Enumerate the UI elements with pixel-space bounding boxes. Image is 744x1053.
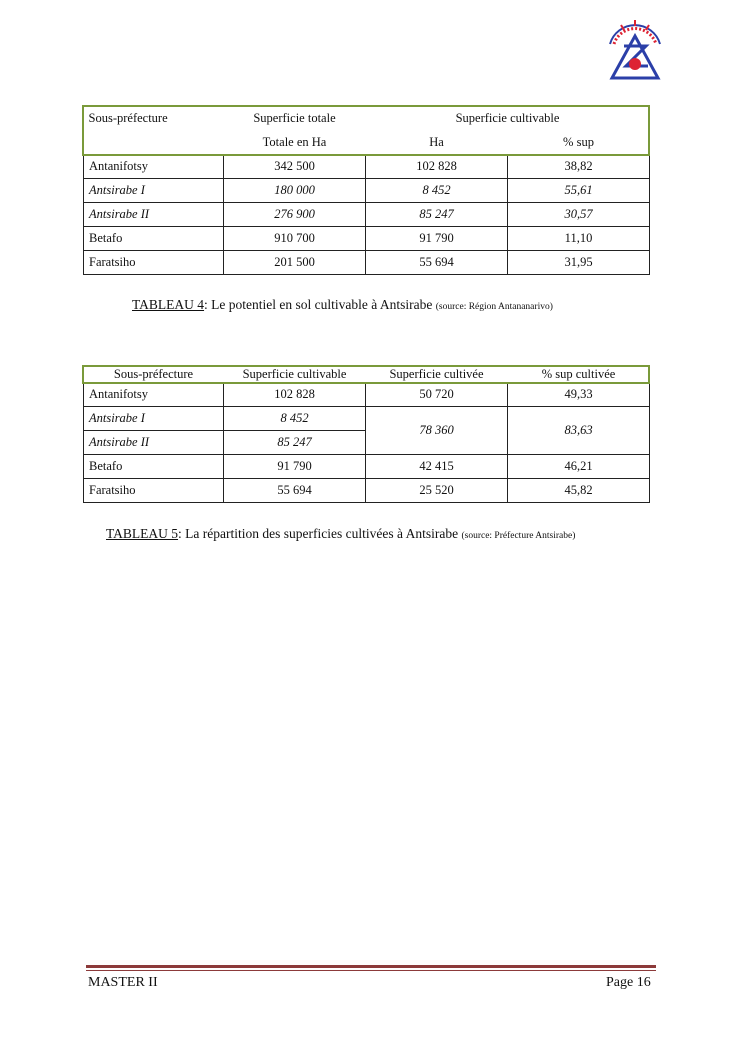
cell-cultivable: 91 790	[224, 455, 366, 479]
footer-left: MASTER II	[88, 975, 158, 990]
cell-pct: 45,82	[508, 479, 650, 503]
header-superficie-totale: Superficie totale	[253, 110, 336, 125]
cell-pct-merged: 83,63	[508, 407, 650, 455]
table-row	[84, 227, 650, 251]
cell-pct: 31,95	[508, 251, 650, 275]
cell-cultivee: 50 720	[366, 383, 508, 407]
cell-name: Antsirabe II	[84, 431, 224, 455]
header-superficie-cultivee: Superficie cultivée	[389, 366, 484, 381]
cell-name: Faratsiho	[84, 251, 224, 275]
caption-source: (source: Préfecture Antsirabe)	[461, 531, 576, 541]
header-totale-ha: Totale en Ha	[262, 134, 327, 149]
caption-label: TABLEAU 4	[132, 297, 205, 312]
cell-pct: 49,33	[508, 383, 650, 407]
header-pct-sup-cultivee: % sup cultivée	[541, 366, 616, 381]
footer-page-number: Page 16	[606, 975, 651, 990]
cell-name: Antanifotsy	[84, 155, 224, 179]
table-row	[84, 383, 650, 407]
cell-pct: 11,10	[508, 227, 650, 251]
cell-pct: 30,57	[508, 203, 650, 227]
cell-cultivable: 102 828	[224, 383, 366, 407]
cell-pct: 46,21	[508, 455, 650, 479]
footer-rule-thin	[86, 970, 656, 971]
table-header-row	[84, 366, 650, 383]
table-row	[84, 155, 650, 179]
table-row	[84, 479, 650, 503]
cell-name: Antsirabe I	[84, 179, 224, 203]
cell-pct: 38,82	[508, 155, 650, 179]
cell-name: Faratsiho	[84, 479, 224, 503]
cell-total: 276 900	[224, 203, 366, 227]
caption-tableau-5	[106, 526, 575, 542]
cell-total: 910 700	[224, 227, 366, 251]
table-row	[84, 251, 650, 275]
cell-ha: 85 247	[366, 203, 508, 227]
caption-tableau-4	[132, 297, 553, 313]
university-logo-icon	[604, 14, 666, 80]
table-repartition-superficies	[83, 366, 650, 503]
table-row	[84, 203, 650, 227]
header-pct-sup: % sup	[563, 134, 594, 149]
table-header-row	[84, 106, 650, 130]
cell-cultivee-merged: 78 360	[366, 407, 508, 455]
cell-name: Betafo	[84, 227, 224, 251]
cell-cultivee: 25 520	[366, 479, 508, 503]
table-header-row	[84, 130, 650, 155]
cell-ha: 91 790	[366, 227, 508, 251]
footer-rule	[86, 965, 656, 968]
cell-cultivable: 55 694	[224, 479, 366, 503]
cell-ha: 102 828	[366, 155, 508, 179]
cell-cultivable: 8 452	[224, 407, 366, 431]
cell-name: Betafo	[84, 455, 224, 479]
cell-ha: 55 694	[366, 251, 508, 275]
table-row	[84, 179, 650, 203]
caption-text: : Le potentiel en sol cultivable à Antsirabe	[204, 297, 436, 312]
cell-name: Antanifotsy	[84, 383, 224, 407]
caption-label: TABLEAU 5	[106, 526, 179, 541]
cell-cultivee: 42 415	[366, 455, 508, 479]
cell-cultivable: 85 247	[224, 431, 366, 455]
header-sous-prefecture: Sous-préfecture	[113, 366, 194, 381]
cell-pct: 55,61	[508, 179, 650, 203]
cell-name: Antsirabe I	[84, 407, 224, 431]
header-sous-prefecture: Sous-préfecture	[88, 110, 168, 125]
header-superficie-cultivable: Superficie cultivable	[455, 110, 560, 125]
cell-total: 201 500	[224, 251, 366, 275]
caption-text: : La répartition des superficies cultivées à Antsirabe	[178, 526, 462, 541]
header-superficie-cultivable: Superficie cultivable	[242, 366, 347, 381]
cell-ha: 8 452	[366, 179, 508, 203]
caption-source: (source: Région Antananarivo)	[435, 302, 553, 312]
cell-total: 180 000	[224, 179, 366, 203]
table-row	[84, 407, 650, 431]
table-potentiel-sol	[83, 106, 650, 275]
table-row	[84, 455, 650, 479]
header-ha: Ha	[429, 134, 444, 149]
cell-name: Antsirabe II	[84, 203, 224, 227]
cell-total: 342 500	[224, 155, 366, 179]
